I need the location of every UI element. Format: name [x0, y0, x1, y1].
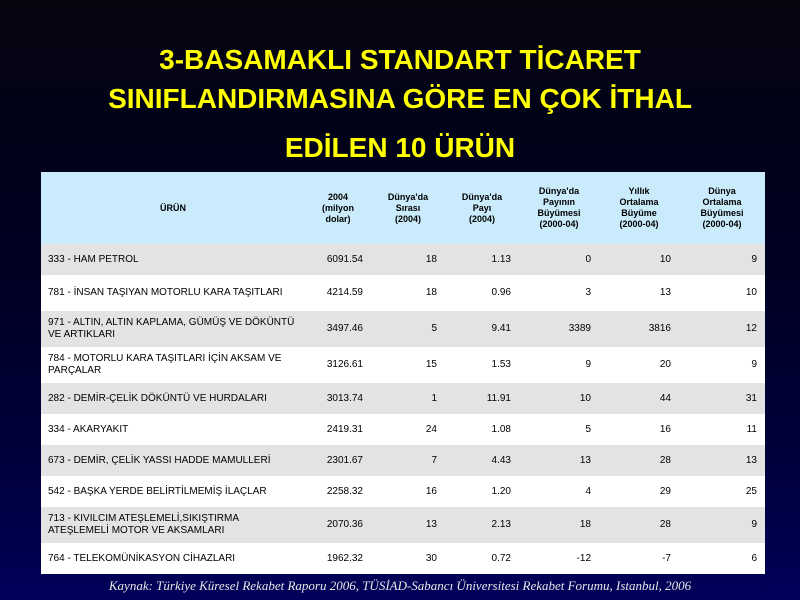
table-row: [41, 383, 765, 414]
value-cell: 31: [679, 383, 765, 414]
value-cell: 11: [679, 414, 765, 445]
import-products-table-container: [41, 172, 765, 566]
value-cell: 16: [599, 414, 679, 445]
header-world-share: Dünya'da Payı (2004): [445, 172, 519, 244]
value-cell: 13: [519, 445, 599, 476]
table-row: [41, 476, 765, 507]
slide-title-line-1: 3-BASAMAKLI STANDART TİCARET: [159, 44, 641, 75]
value-cell: 13: [679, 445, 765, 476]
value-cell: 6: [679, 543, 765, 574]
value-cell: 2301.67: [305, 445, 371, 476]
value-cell: 1.20: [445, 476, 519, 507]
product-name-cell: 542 - BAŞKA YERDE BELİRTİLMEMİŞ İLAÇLAR: [41, 476, 305, 507]
value-cell: 13: [599, 275, 679, 311]
value-cell: 1.53: [445, 347, 519, 383]
value-cell: 18: [371, 275, 445, 311]
product-name-cell: 784 - MOTORLU KARA TAŞITLARI İÇİN AKSAM VE PARÇALAR: [41, 347, 305, 383]
value-cell: 3: [519, 275, 599, 311]
value-cell: 44: [599, 383, 679, 414]
value-cell: 2070.36: [305, 507, 371, 543]
table-row: [41, 414, 765, 445]
value-cell: 0.96: [445, 275, 519, 311]
value-cell: 5: [371, 311, 445, 347]
value-cell: 24: [371, 414, 445, 445]
value-cell: 20: [599, 347, 679, 383]
product-name-cell: 713 - KIVILCIM ATEŞLEMELİ,SIKIŞTIRMA ATEŞLEMELİ MOTOR VE AKSAMLARI: [41, 507, 305, 543]
value-cell: 3013.74: [305, 383, 371, 414]
value-cell: 3389: [519, 311, 599, 347]
value-cell: -12: [519, 543, 599, 574]
slide-title-line-3: EDİLEN 10 ÜRÜN: [284, 132, 516, 163]
header-share-growth: Dünya'da Payının Büyümesi (2000-04): [519, 172, 599, 244]
value-cell: 0.72: [445, 543, 519, 574]
table-header-row: [41, 172, 765, 244]
value-cell: 5: [519, 414, 599, 445]
value-cell: 3497.46: [305, 311, 371, 347]
value-cell: 18: [519, 507, 599, 543]
value-cell: 3816: [599, 311, 679, 347]
import-products-table: [41, 172, 765, 574]
table-row: [41, 275, 765, 311]
value-cell: 15: [371, 347, 445, 383]
value-cell: 0: [519, 244, 599, 275]
value-cell: 9.41: [445, 311, 519, 347]
source-caption: Kaynak: Türkiye Küresel Rekabet Raporu 2006, TÜSİAD-Sabancı Üniversitesi Rekabet Forumu, Istanbul, 2006: [108, 578, 692, 593]
value-cell: 12: [679, 311, 765, 347]
header-value-2004: 2004 (milyon dolar): [305, 172, 371, 244]
slide-title-line-2: SINIFLANDIRMASINA GÖRE EN ÇOK İTHAL: [108, 83, 692, 114]
table-row: [41, 311, 765, 347]
value-cell: 13: [371, 507, 445, 543]
product-name-cell: 333 - HAM PETROL: [41, 244, 305, 275]
table-row: [41, 445, 765, 476]
value-cell: 28: [599, 445, 679, 476]
value-cell: 28: [599, 507, 679, 543]
table-row: [41, 347, 765, 383]
value-cell: 29: [599, 476, 679, 507]
value-cell: 11.91: [445, 383, 519, 414]
header-world-rank: Dünya'da Sırası (2004): [371, 172, 445, 244]
value-cell: 2419.31: [305, 414, 371, 445]
value-cell: 16: [371, 476, 445, 507]
value-cell: 1.08: [445, 414, 519, 445]
product-name-cell: 764 - TELEKOMÜNİKASYON CİHAZLARI: [41, 543, 305, 574]
value-cell: 10: [599, 244, 679, 275]
value-cell: 9: [519, 347, 599, 383]
value-cell: 9: [679, 507, 765, 543]
header-annual-growth: Yıllık Ortalama Büyüme (2000-04): [599, 172, 679, 244]
product-name-cell: 781 - İNSAN TAŞIYAN MOTORLU KARA TAŞITLARI: [41, 275, 305, 311]
table-row: [41, 507, 765, 543]
value-cell: 1962.32: [305, 543, 371, 574]
value-cell: -7: [599, 543, 679, 574]
product-name-cell: 971 - ALTIN, ALTIN KAPLAMA, GÜMÜŞ VE DÖKÜNTÜ VE ARTIKLARI: [41, 311, 305, 347]
value-cell: 10: [519, 383, 599, 414]
value-cell: 9: [679, 244, 765, 275]
header-product: ÜRÜN: [41, 172, 305, 244]
value-cell: 30: [371, 543, 445, 574]
table-row: [41, 543, 765, 574]
product-name-cell: 282 - DEMİR-ÇELİK DÖKÜNTÜ VE HURDALARI: [41, 383, 305, 414]
value-cell: 4: [519, 476, 599, 507]
value-cell: 4214.59: [305, 275, 371, 311]
value-cell: 18: [371, 244, 445, 275]
value-cell: 2.13: [445, 507, 519, 543]
value-cell: 25: [679, 476, 765, 507]
product-name-cell: 334 - AKARYAKIT: [41, 414, 305, 445]
value-cell: 6091.54: [305, 244, 371, 275]
value-cell: 7: [371, 445, 445, 476]
value-cell: 2258.32: [305, 476, 371, 507]
table-row: [41, 244, 765, 275]
value-cell: 3126.61: [305, 347, 371, 383]
value-cell: 10: [679, 275, 765, 311]
product-name-cell: 673 - DEMİR, ÇELİK YASSI HADDE MAMULLERİ: [41, 445, 305, 476]
value-cell: 1.13: [445, 244, 519, 275]
value-cell: 9: [679, 347, 765, 383]
value-cell: 1: [371, 383, 445, 414]
header-world-avg-growth: Dünya Ortalama Büyümesi (2000-04): [679, 172, 765, 244]
value-cell: 4.43: [445, 445, 519, 476]
